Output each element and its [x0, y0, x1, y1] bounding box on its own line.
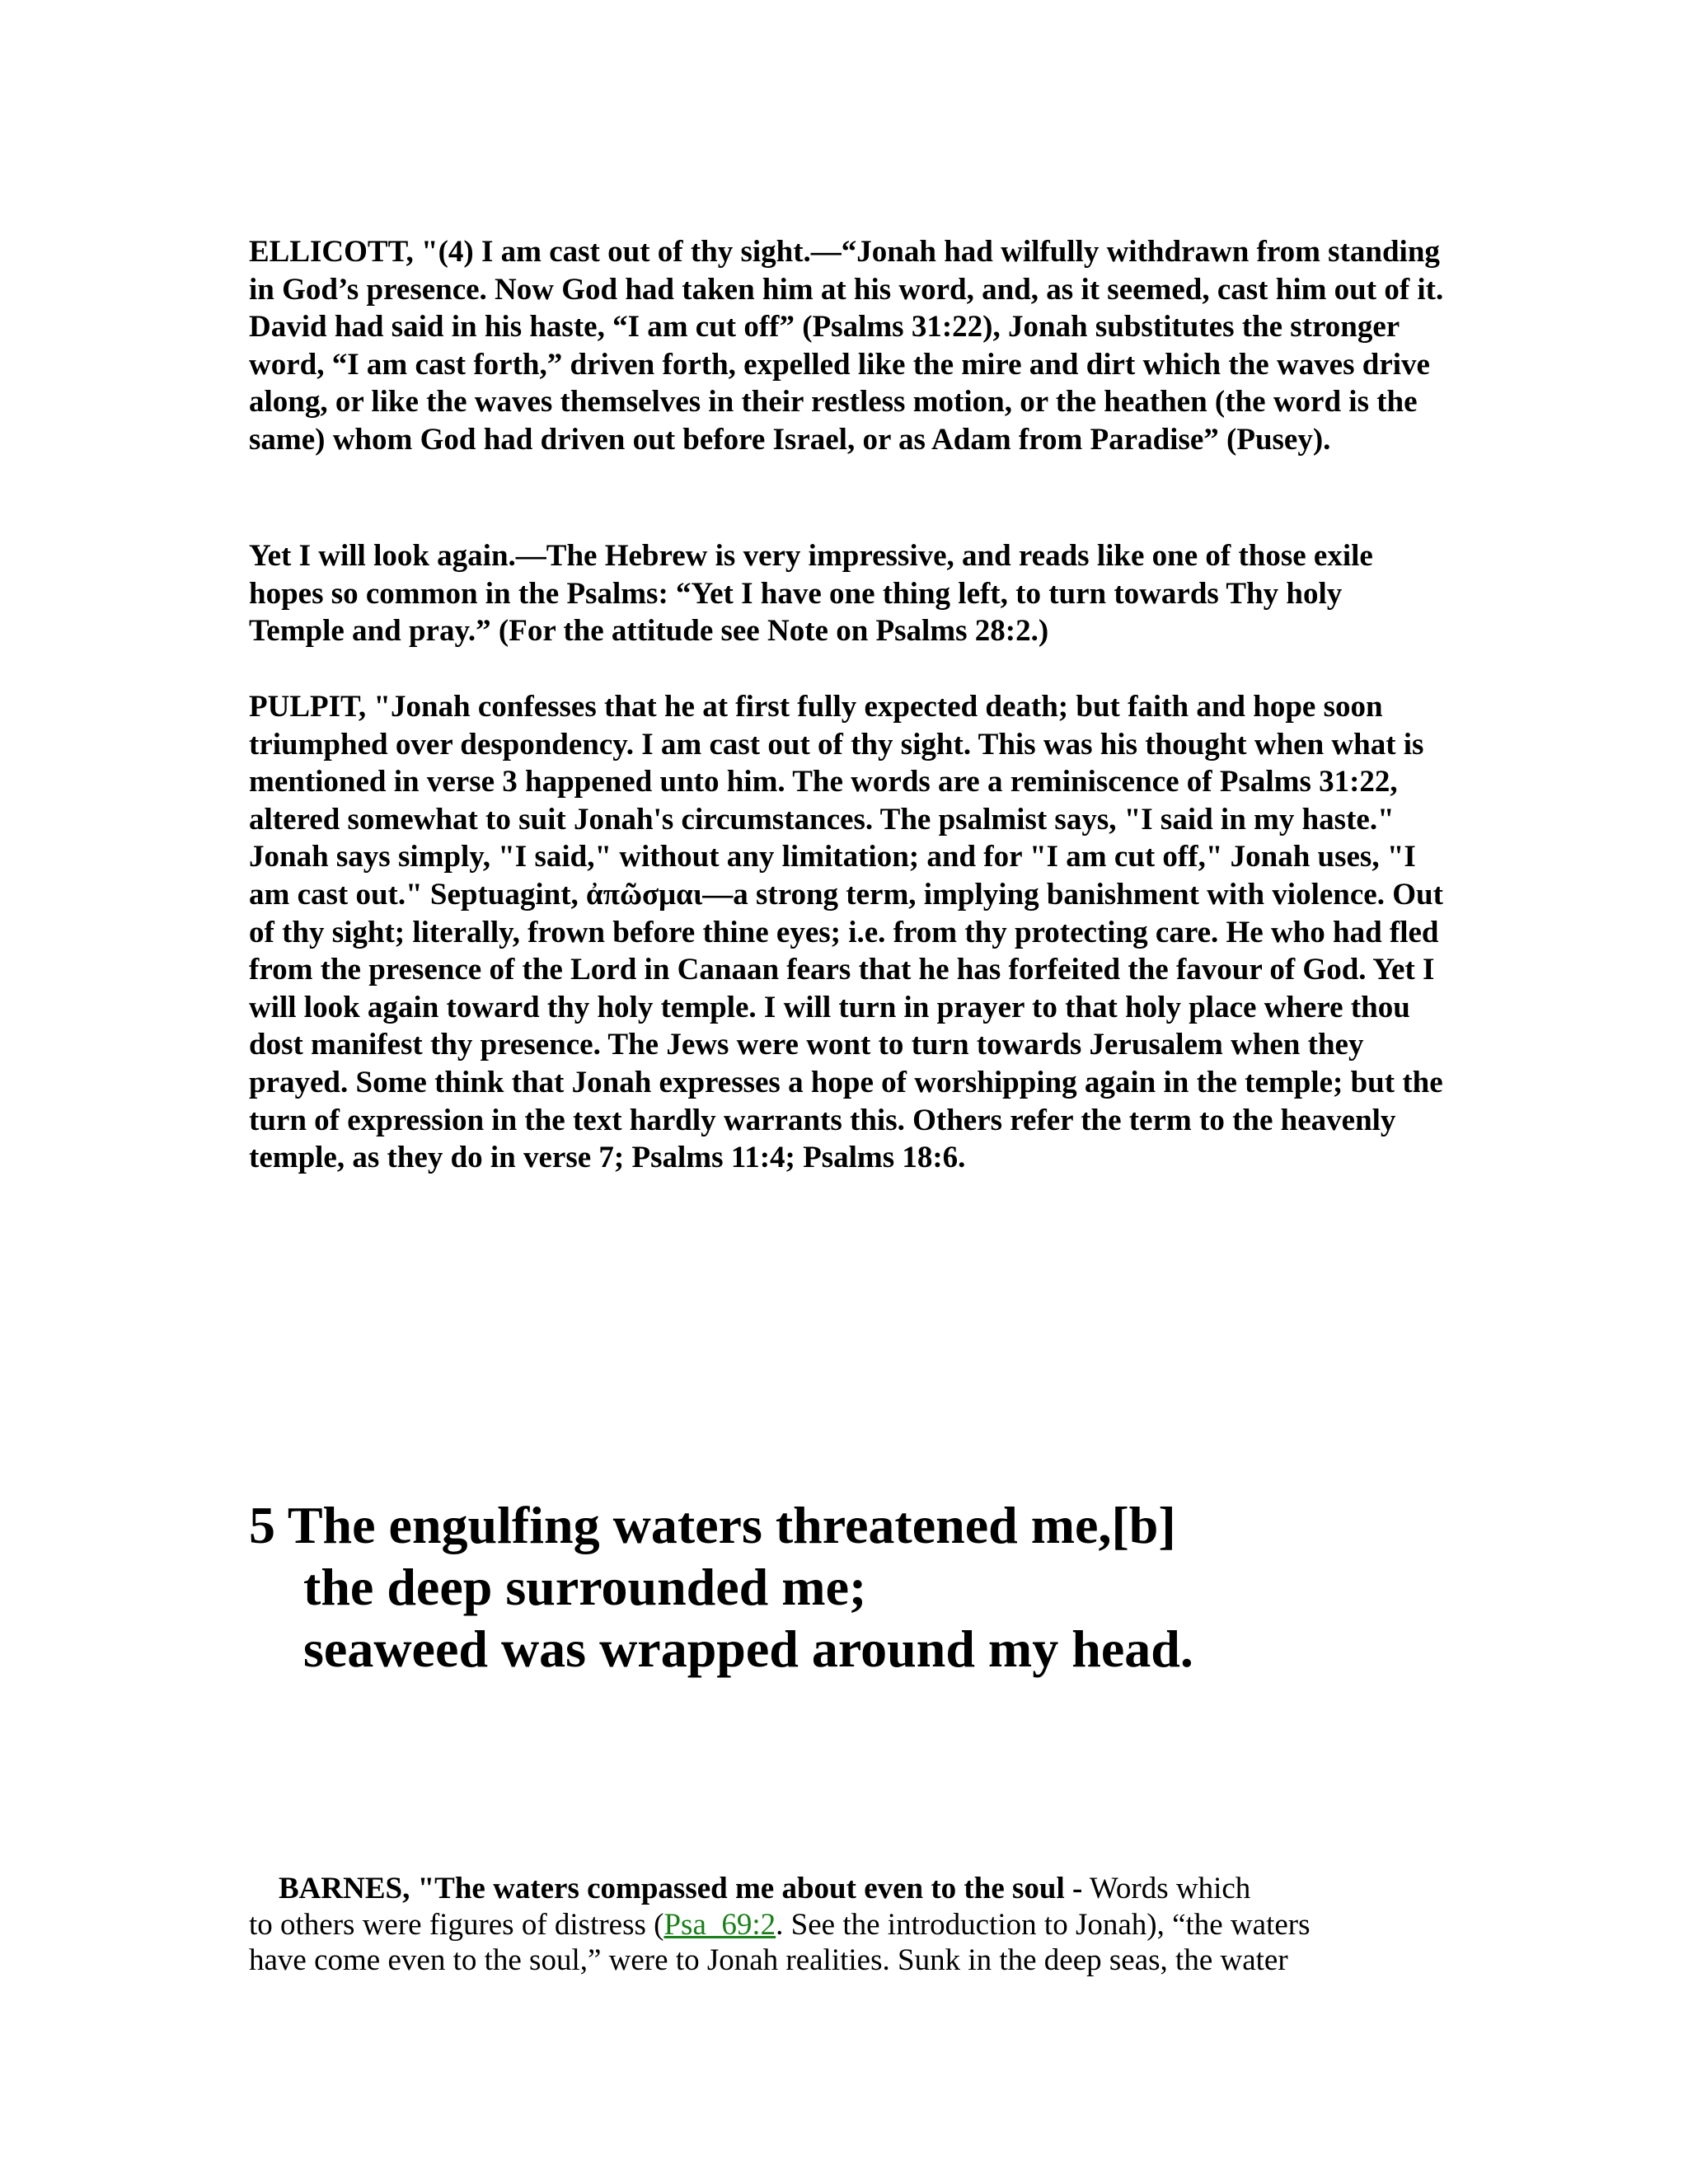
barnes-line-3: have come even to the soul,” were to Jonah realities. Sunk in the deep seas, the water [249, 1943, 1288, 1977]
ellicott-commentary: ELLICOTT, "(4) I am cast out of thy sight.—“Jonah had wilfully withdrawn from standing in God’s presence. Now God had taken him at his word, and, as it seemed, cast him out of it. David had said in his haste, “I am cut off” (Psalms 31:22), Jonah substitutes the stronger word, “I am cast forth,” driven forth, expelled like the mire and dirt which the waves drive along, or like the waves themselves in their restless motion, or the heathen (the word is the same) whom God had driven out before Israel, or as Adam from Paradise” (Pusey). [249, 235, 1444, 457]
barnes-heading: BARNES, "The waters compassed me about even to the soul - [279, 1872, 1083, 1905]
psalm-reference-link[interactable]: Psa_69:2 [663, 1907, 776, 1942]
barnes-commentary [249, 1871, 1444, 1979]
barnes-line-1-rest: Words which [1082, 1872, 1251, 1905]
barnes-line-1 [249, 1871, 1444, 1907]
pulpit-commentary: PULPIT, "Jonah confesses that he at first fully expected death; but faith and hope soon triumphed over despondency. I am cast out of thy sight. This was his thought when what is mentioned in verse 3 happened unto him. The words are a reminiscence of Psalms 31:22, altered somewhat to suit Jonah's circumstances. The psalmist says, "I said in my haste." Jonah says simply, "I said," without any limitation; and for "I am cut off," Jonah uses, "I am cast out." Septuagint, ἀπῶσμαι—a strong term, implying banishment with violence. Out of thy sight; literally, frown before thine eyes; i.e. from thy protecting care. He who had fled from the presence of the Lord in Canaan fears that he has forfeited the favour of God. Yet I will look again toward thy holy temple. I will turn in prayer to that holy place where thou dost manifest thy presence. The Jews were wont to turn towards Jerusalem when they prayed. Some think that Jonah expresses a hope of worshipping again in the temple; but the turn of expression in the text hardly warrants this. Others refer the term to the heavenly temple, as they do in verse 7; Psalms 11:4; Psalms 18:6. [249, 690, 1443, 1175]
barnes-line-2-start: to others were figures of distress ( [249, 1907, 664, 1942]
verse-line-2: the deep surrounded me; [303, 1558, 867, 1616]
verse-5-heading [249, 1494, 1485, 1680]
barnes-line-2 [249, 1907, 1444, 1943]
yet-look-again-commentary: Yet I will look again.—The Hebrew is very impressive, and reads like one of those exile hopes so common in the Psalms: “Yet I have one thing left, to turn towards Thy holy Temple and pray.” (For the attitude see Note on Psalms 28:2.) [249, 539, 1373, 649]
verse-line-1: 5 The engulfing waters threatened me,[b] [249, 1496, 1176, 1554]
verse-line-3: seaweed was wrapped around my head. [303, 1619, 1193, 1678]
barnes-line-2-end: . See the introduction to Jonah), “the waters [776, 1907, 1311, 1942]
